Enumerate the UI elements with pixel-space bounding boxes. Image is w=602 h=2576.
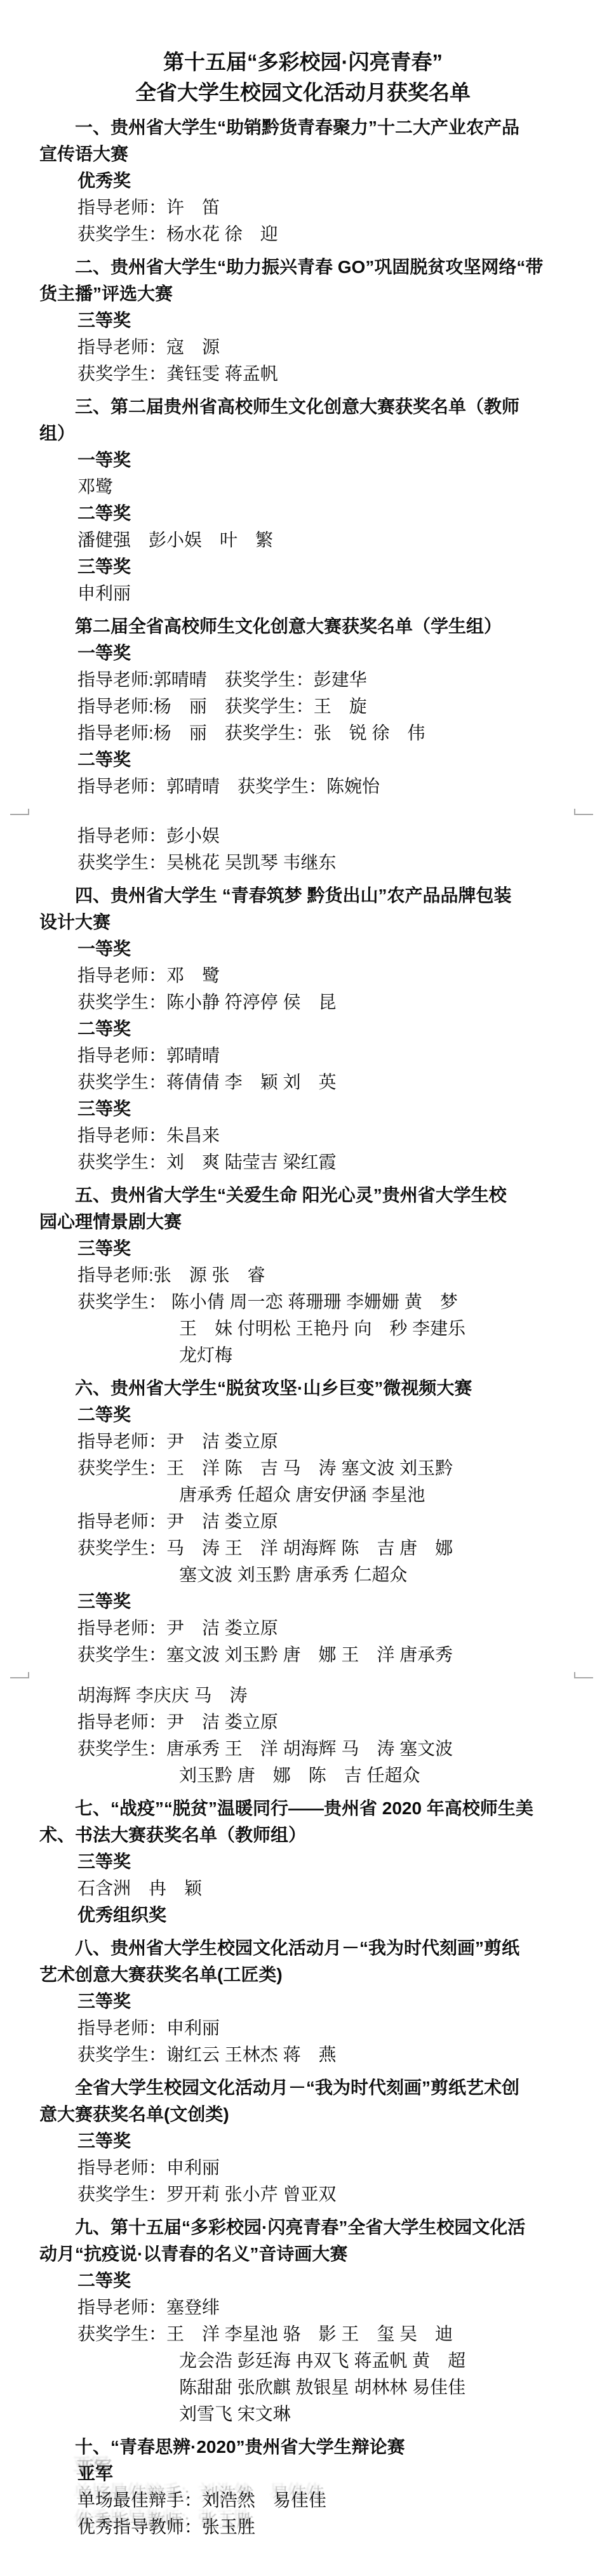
doc-line: 三等奖 xyxy=(77,1591,131,1611)
document-body xyxy=(39,114,566,2540)
doc-line: 塞文波 刘玉黔 唐承秀 仁超众 xyxy=(179,1565,408,1584)
doc-line: 指导老师：朱昌来 xyxy=(77,1125,220,1145)
doc-line: 全省大学生校园文化活动月－“我为时代刻画”剪纸艺术创 xyxy=(75,2078,520,2097)
doc-line: 指导老师：尹 洁 娄立原 xyxy=(77,1431,278,1451)
doc-line: 潘健强 彭小娱 叶 繁 xyxy=(77,530,274,550)
doc-line: 十、“青春思辨·2020”贵州省大学生辩论赛 xyxy=(75,2437,405,2457)
doc-line: 获奖学生：刘 爽 陆莹吉 梁红霞 xyxy=(77,1152,337,1172)
doc-line: 石含洲 冉 颖 xyxy=(77,1878,203,1898)
doc-line: 九、第十五届“多彩校园·闪亮青春”全省大学生校园文化活 xyxy=(75,2217,526,2237)
doc-line: 唐承秀 任超众 唐安伊涵 李星池 xyxy=(179,1485,425,1504)
doc-line: 刘雪飞 宋文琳 xyxy=(179,2404,291,2424)
doc-line: 三等奖 xyxy=(77,2131,131,2151)
document-title-line1: 第十五届“多彩校园·闪亮青春” xyxy=(163,50,443,74)
doc-line: 陈甜甜 张欣麒 敖银星 胡林林 易佳佳 xyxy=(179,2377,466,2397)
doc-line: 四、贵州省大学生 “青春筑梦 黔货出山”农产品品牌包装 xyxy=(75,886,512,905)
doc-line: 五、贵州省大学生“关爱生命 阳光心灵”贵州省大学生校 xyxy=(75,1185,507,1205)
doc-line: 获奖学生：杨水花 徐 迎 xyxy=(77,224,278,244)
doc-line: 获奖学生：马 涛 王 洋 胡海辉 陈 吉 唐 娜 xyxy=(77,1538,453,1558)
doc-line: 三等奖 xyxy=(77,1991,131,2011)
doc-line: 龙会浩 彭廷海 冉双飞 蒋孟帆 黄 超 xyxy=(179,2351,466,2370)
doc-line: 三等奖 xyxy=(77,310,131,330)
doc-line: 刘玉黔 唐 娜 陈 吉 任超众 xyxy=(179,1765,420,1785)
doc-line: 龙灯梅 xyxy=(179,1345,233,1365)
doc-line: 获奖学生：王 洋 李星池 骆 影 王 玺 吴 迪 xyxy=(77,2324,453,2344)
page-corner-mark-left-icon xyxy=(10,809,29,815)
doc-line: 指导老师：塞登绯 xyxy=(77,2297,220,2317)
doc-line: 艺术创意大赛获奖名单(工匠类) xyxy=(39,1965,283,1984)
doc-line: 优秀组织奖 xyxy=(77,1905,167,1925)
doc-line: 二、贵州省大学生“助力振兴青春 GO”巩固脱贫攻坚网络“带 xyxy=(75,257,544,277)
doc-line: 胡海辉 李庆庆 马 涛 xyxy=(77,1685,248,1705)
doc-line: 邓鹭 xyxy=(77,477,114,496)
doc-line: 一、贵州省大学生“助销黔货青春聚力”十二大产业农产品 xyxy=(75,117,520,137)
doc-line: 指导老师:杨 丽 获奖学生：王 旋 xyxy=(77,696,367,716)
doc-line: 三等奖 xyxy=(77,1852,131,1871)
page-corner-mark-right-icon xyxy=(574,1672,593,1678)
doc-line: 指导老师:杨 丽 获奖学生：张 锐 徐 伟 xyxy=(77,723,425,743)
doc-line: 指导老师:郭晴晴 获奖学生：彭建华 xyxy=(77,670,367,689)
doc-line: 优秀指导教师：张玉胜 xyxy=(77,2517,256,2537)
doc-line: 指导老师：尹 洁 娄立原 xyxy=(77,1618,278,1638)
doc-line: 获奖学生：吴桃花 吴凯琴 韦继东 xyxy=(77,853,337,872)
doc-line: 优秀奖 xyxy=(77,171,131,190)
doc-line: 指导老师：申利丽 xyxy=(77,2158,220,2177)
doc-line: 指导老师：尹 洁 娄立原 xyxy=(77,1712,278,1732)
doc-line: 货主播”评选大赛 xyxy=(39,284,173,303)
doc-line: 动月“抗疫说·以青春的名义”音诗画大赛 xyxy=(39,2244,348,2264)
doc-line: 指导老师：郭晴晴 获奖学生：陈婉怡 xyxy=(77,776,380,796)
page-corner-mark-left-icon xyxy=(10,1672,29,1678)
doc-line: 指导老师:张 源 张 睿 xyxy=(77,1265,265,1285)
document-title-line2: 全省大学生校园文化活动月获奖名单 xyxy=(135,81,471,104)
doc-line: 一等奖 xyxy=(77,450,131,470)
doc-line: 指导老师：许 笛 xyxy=(77,197,220,217)
doc-line: 单场最佳辩手：刘浩然 易佳佳 xyxy=(77,2490,327,2510)
doc-line: 术、书法大赛获奖名单（教师组） xyxy=(39,1825,307,1845)
doc-line: 七、“战疫”“脱贫”温暖同行——贵州省 2020 年高校师生美 xyxy=(75,1798,533,1818)
doc-line: 二等奖 xyxy=(77,750,131,769)
doc-line: 三等奖 xyxy=(77,1099,131,1119)
doc-line: 指导老师：郭晴晴 xyxy=(77,1046,220,1065)
page-corner-mark-right-icon xyxy=(574,809,593,815)
doc-line: 园心理情景剧大赛 xyxy=(39,1212,182,1232)
doc-line: 宣传语大赛 xyxy=(39,144,129,164)
doc-line: 设计大赛 xyxy=(39,912,111,932)
doc-line: 获奖学生： 陈小倩 周一恋 蒋珊珊 李姗姗 黄 梦 xyxy=(77,1292,458,1311)
doc-line: 八、贵州省大学生校园文化活动月－“我为时代刻画”剪纸 xyxy=(75,1938,520,1958)
doc-line: 获奖学生：龚钰雯 蒋孟帆 xyxy=(77,364,278,383)
page-break-marker xyxy=(0,800,602,823)
doc-line: 指导老师：尹 洁 娄立原 xyxy=(77,1511,278,1531)
doc-line: 获奖学生：谢红云 王林杰 蒋 燕 xyxy=(77,2045,337,2064)
doc-line: 六、贵州省大学生“脱贫攻坚·山乡巨变”微视频大赛 xyxy=(75,1378,472,1398)
doc-line: 指导老师：申利丽 xyxy=(77,2018,220,2038)
doc-line: 获奖学生：罗开莉 张小芹 曾亚双 xyxy=(77,2184,337,2204)
page-break-marker xyxy=(0,1668,602,1682)
doc-line: 王 妹 付明松 王艳丹 向 秒 李建乐 xyxy=(179,1318,466,1338)
doc-line: 指导老师：寇 源 xyxy=(77,337,220,357)
doc-line: 二等奖 xyxy=(77,503,131,523)
doc-line: 指导老师：邓 鹭 xyxy=(77,966,220,985)
doc-line: 亚军 xyxy=(77,2464,114,2483)
doc-line: 三等奖 xyxy=(77,557,131,576)
doc-line: 获奖学生：唐承秀 王 洋 胡海辉 马 涛 塞文波 xyxy=(77,1739,453,1758)
doc-line: 组） xyxy=(39,423,76,443)
doc-line: 一等奖 xyxy=(77,643,131,663)
doc-line: 申利丽 xyxy=(77,583,131,603)
doc-line: 第二届全省高校师生文化创意大赛获奖名单（学生组） xyxy=(75,616,502,636)
doc-line: 二等奖 xyxy=(77,1019,131,1039)
doc-line: 三、第二届贵州省高校师生文化创意大赛获奖名单（教师 xyxy=(75,397,520,416)
doc-line: 获奖学生：蒋倩倩 李 颖 刘 英 xyxy=(77,1072,337,1092)
doc-line: 一等奖 xyxy=(77,939,131,959)
doc-line: 获奖学生：陈小静 符渟停 侯 昆 xyxy=(77,992,337,1012)
doc-line: 获奖学生：塞文波 刘玉黔 唐 娜 王 洋 唐承秀 xyxy=(77,1645,453,1664)
doc-line: 二等奖 xyxy=(77,1405,131,1424)
doc-line: 意大赛获奖名单(文创类) xyxy=(39,2104,229,2124)
doc-line: 获奖学生：王 洋 陈 吉 马 涛 塞文波 刘玉黔 xyxy=(77,1458,453,1478)
doc-line: 二等奖 xyxy=(77,2271,131,2290)
doc-line: 指导老师：彭小娱 xyxy=(77,826,220,846)
doc-line: 三等奖 xyxy=(77,1238,131,1258)
